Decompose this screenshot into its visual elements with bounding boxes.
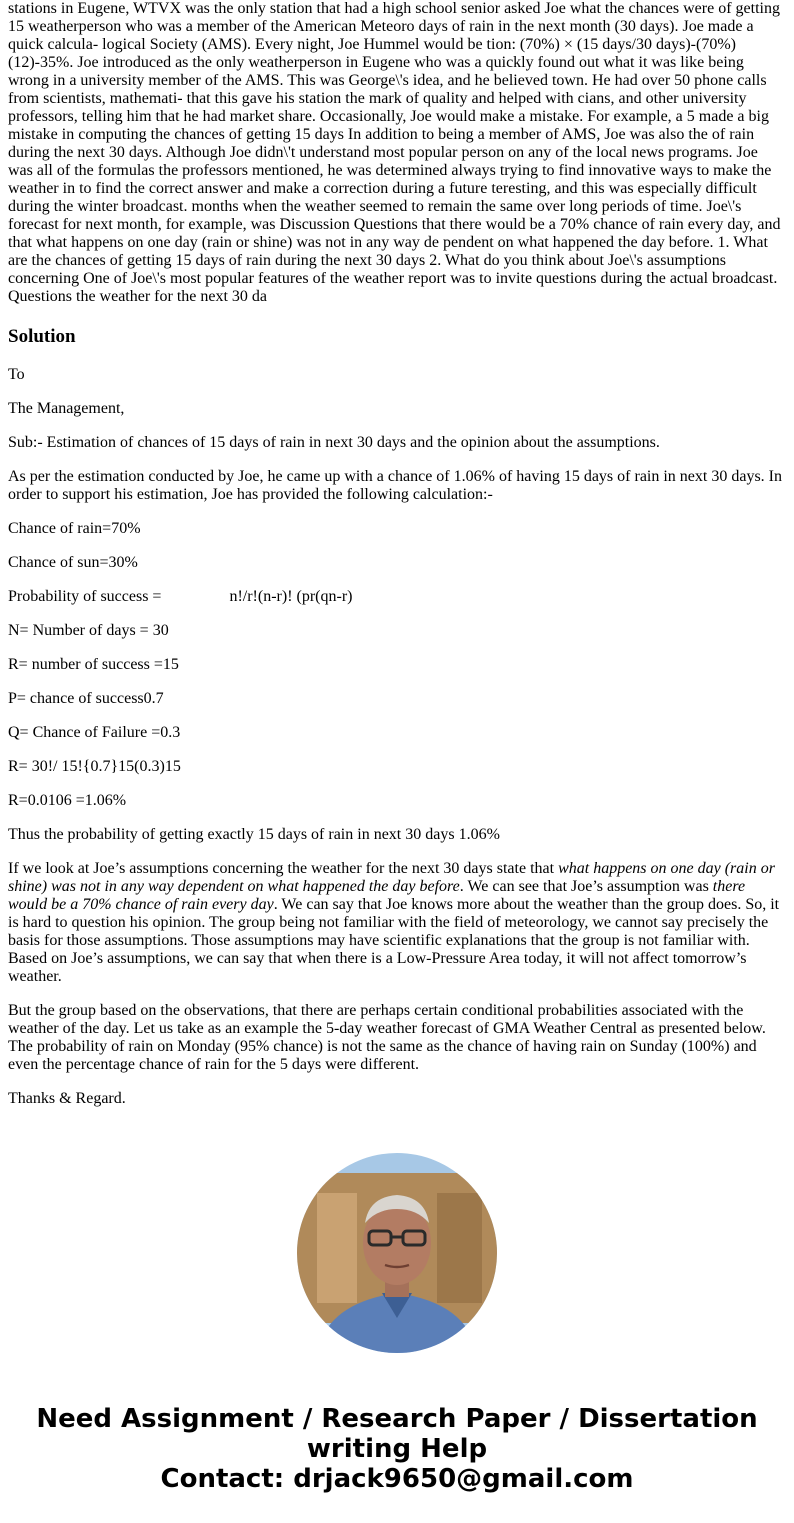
promo-banner bbox=[0, 1404, 794, 1494]
avatar bbox=[297, 1153, 497, 1353]
probability-formula-line bbox=[8, 588, 786, 606]
assumption-text-c: . We can see that Joe’s assumption was bbox=[459, 878, 713, 895]
assumption-text-e: . We can say that Joe knows more about the weather than the group does. So, it is hard to question his opinion. The group being not familiar with the field of meteorology, we cannot say precisely the basis for those assumptions. Those assumptions may have scientific explanations that the group is not familiar with. Based on Joe’s assumptions, we can say that when there is a Low-Pressure Area today, it will not affect tomorrow’s weather. bbox=[8, 896, 780, 985]
q-definition: Q= Chance of Failure =0.3 bbox=[8, 724, 181, 741]
r-calculation: R= 30!/ 15!{0.7}15(0.3)15 bbox=[8, 758, 181, 775]
estimation-paragraph: As per the estimation conducted by Joe, he came up with a chance of 1.06% of having 15 days of rain in next 30 days. In order to support his estimation, Joe has provided the following calculation:- bbox=[8, 468, 783, 503]
n-definition: N= Number of days = 30 bbox=[8, 622, 169, 639]
avatar-portrait bbox=[297, 1153, 497, 1353]
assumption-quote-1: what happens on one day (rain or shine) was not in any way dependent on what happened the day before bbox=[8, 860, 775, 895]
chance-rain: Chance of rain=70% bbox=[8, 520, 141, 537]
r-result: R=0.0106 =1.06% bbox=[8, 792, 127, 809]
solution-heading: Solution bbox=[8, 326, 76, 347]
promo-line-2: writing Help bbox=[306, 1434, 488, 1464]
promo-contact[interactable]: Contact: drjack9650@gmail.com bbox=[160, 1464, 634, 1494]
assumption-paragraph-1 bbox=[8, 860, 786, 986]
signoff: Thanks & Regard. bbox=[8, 1090, 126, 1107]
salutation-to: To bbox=[8, 366, 25, 383]
chance-sun: Chance of sun=30% bbox=[8, 554, 138, 571]
p-definition: P= chance of success0.7 bbox=[8, 690, 164, 707]
probability-label: Probability of success = bbox=[8, 588, 162, 605]
salutation-org: The Management, bbox=[8, 400, 125, 417]
assumption-paragraph-2: But the group based on the observations, that there are perhaps certain conditional probabilities associated with the weather of the day. Let us take as an example the 5-day weather forecast of GMA Weather Central as presented below. The probability of rain on Monday (95% chance) is not the same as the chance of having rain on Sunday (100%) and even the percentage chance of rain for the 5 days were different. bbox=[8, 1002, 766, 1073]
conclusion: Thus the probability of getting exactly 15 days of rain in next 30 days 1.06% bbox=[8, 826, 500, 843]
question-text: stations in Eugene, WTVX was the only station that had a high school senior asked Joe what the chances were of getting 15 weatherperson who was a member of the American Meteoro days of rain in the next month (30 days). Joe made a quick calcula- logical Society (AMS). Every night, Joe Hummel would be tion: (70%) × (15 days/30 days)-(70%)(12)-35%. Joe introduced as the only weatherperson in Eugene who was a quickly found out what it was like being wrong in a university member of the AMS. This was George\'s idea, and he believed town. He had over 50 phone calls from scientists, mathemati- that this gave his station the mark of quality and helped with cians, and other university professors, telling him that he had market share. Occasionally, Joe would make a mistake. For example, a 5 made a big mistake in computing the chances of getting 15 days In addition to being a member of AMS, Joe was also the of rain during the next 30 days. Although Joe didn\'t understand most popular person on any of the local news programs. Joe was all of the formulas the professors mentioned, he was determined always trying to find innovative ways to make the weather in to find the correct answer and make a correction during a future teresting, and this was especially difficult during the winter broadcast. months when the weather seemed to remain the same over long periods of time. Joe\'s forecast for next month, for example, was Discussion Questions that there would be a 70% chance of rain every day, and that what happens on one day (rain or shine) was not in any way de pendent on what happened the day before. 1. What are the chances of getting 15 days of rain during the next 30 days 2. What do you think about Joe\'s assumptions concerning One of Joe\'s most popular features of the weather report was to invite questions during the actual broadcast. Questions the weather for the next 30 da bbox=[8, 0, 781, 305]
assumption-text-a: If we look at Joe’s assumptions concerning the weather for the next 30 days state that bbox=[8, 860, 559, 877]
subject-line: Sub:- Estimation of chances of 15 days of rain in next 30 days and the opinion about the assumptions. bbox=[8, 434, 660, 451]
assumption-quote-2: there would be a 70% chance of rain every day bbox=[8, 878, 746, 913]
promo-line-1: Need Assignment / Research Paper / Dissertation bbox=[36, 1404, 758, 1434]
probability-formula: n!/r!(n-r)! (pr(qn-r) bbox=[229, 588, 353, 605]
r-definition: R= number of success =15 bbox=[8, 656, 179, 673]
